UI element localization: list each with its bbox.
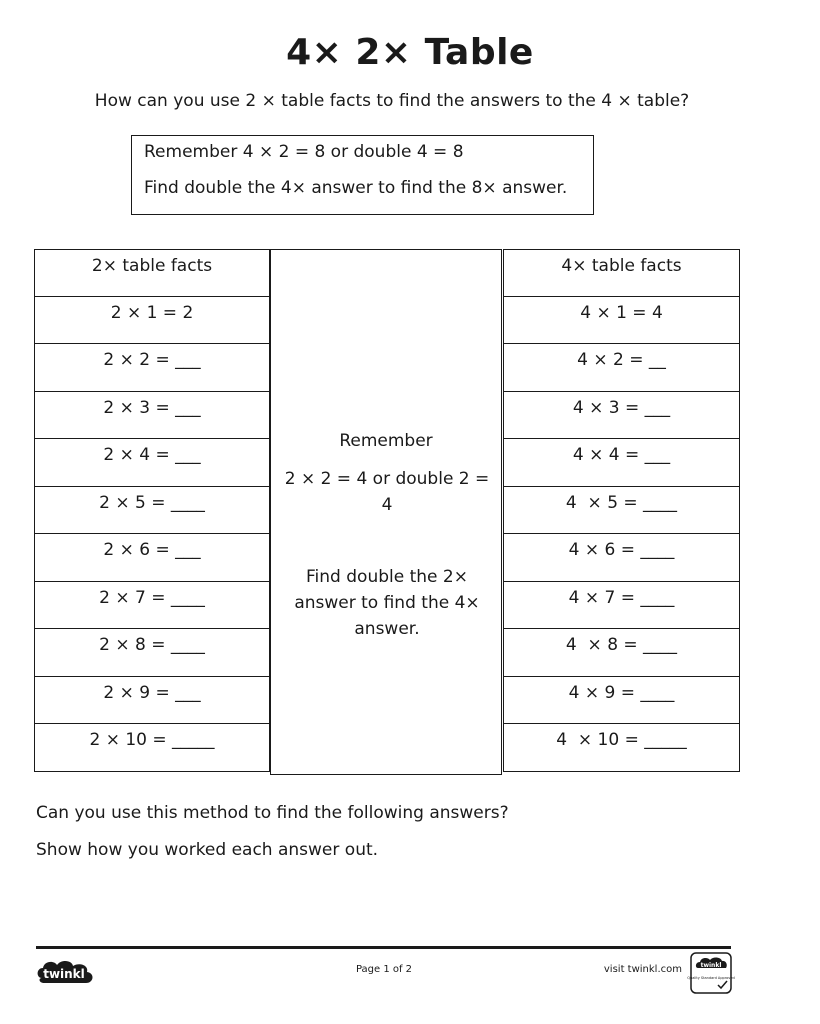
two-times-fact-5: 2 × 5 = ____ (34, 487, 270, 535)
page-subtitle: How can you use 2 × table facts to find the answers to the 4 × table? (94, 91, 690, 111)
four-times-fact-1: 4 × 1 = 4 (503, 297, 740, 345)
two-times-fact-8: 2 × 8 = ____ (34, 629, 270, 677)
badge-caption: Quality Standard Approved (687, 976, 735, 980)
two-times-fact-7: 2 × 7 = ____ (34, 582, 270, 630)
two-times-fact-6: 2 × 6 = ___ (34, 534, 270, 582)
four-times-fact-9: 4 × 9 = ____ (503, 677, 740, 725)
page-number: Page 1 of 2 (355, 964, 413, 975)
two-times-fact-3: 2 × 3 = ___ (34, 392, 270, 440)
two-times-fact-1: 2 × 1 = 2 (34, 297, 270, 345)
four-times-fact-2: 4 × 2 = __ (503, 344, 740, 392)
question-instruction: Show how you worked each answer out. (36, 840, 379, 860)
four-times-fact-7: 4 × 7 = ____ (503, 582, 740, 630)
four-times-table-column (503, 249, 740, 772)
method-reminder-column (270, 249, 502, 775)
four-times-fact-4: 4 × 4 = ___ (503, 439, 740, 487)
website-link[interactable]: visit twinkl.com (603, 964, 682, 975)
two-times-header: 2× table facts (34, 249, 270, 297)
page-title: 4× 2× Table (286, 32, 534, 73)
quality-badge (687, 952, 735, 994)
two-times-table-column (34, 249, 270, 772)
four-times-fact-6: 4 × 6 = ____ (503, 534, 740, 582)
two-times-fact-10: 2 × 10 = _____ (34, 724, 270, 772)
reminder-heading: Remember (339, 431, 433, 451)
two-times-fact-4: 2 × 4 = ___ (34, 439, 270, 487)
four-times-header: 4× table facts (503, 249, 740, 297)
four-times-fact-8: 4 × 8 = ____ (503, 629, 740, 677)
remember-box (131, 135, 594, 215)
four-times-fact-5: 4 × 5 = ____ (503, 487, 740, 535)
remember-line-2: Find double the 4× answer to find the 8× answer. (144, 178, 568, 198)
remember-line-1: Remember 4 × 2 = 8 or double 4 = 8 (144, 142, 464, 162)
badge-text: twinkl (700, 962, 722, 969)
four-times-fact-3: 4 × 3 = ___ (503, 392, 740, 440)
question-prompt: Can you use this method to find the following answers? (36, 803, 509, 823)
reminder-method: Find double the 2× answer to find the 4× answer. (294, 567, 480, 639)
two-times-fact-2: 2 × 2 = ___ (34, 344, 270, 392)
footer-divider (36, 946, 731, 949)
logo-text: twinkl (43, 967, 85, 981)
two-times-fact-9: 2 × 9 = ___ (34, 677, 270, 725)
twinkl-logo (34, 956, 98, 988)
reminder-fact: 2 × 2 = 4 or double 2 = 4 (284, 469, 490, 515)
four-times-fact-10: 4 × 10 = _____ (503, 724, 740, 772)
